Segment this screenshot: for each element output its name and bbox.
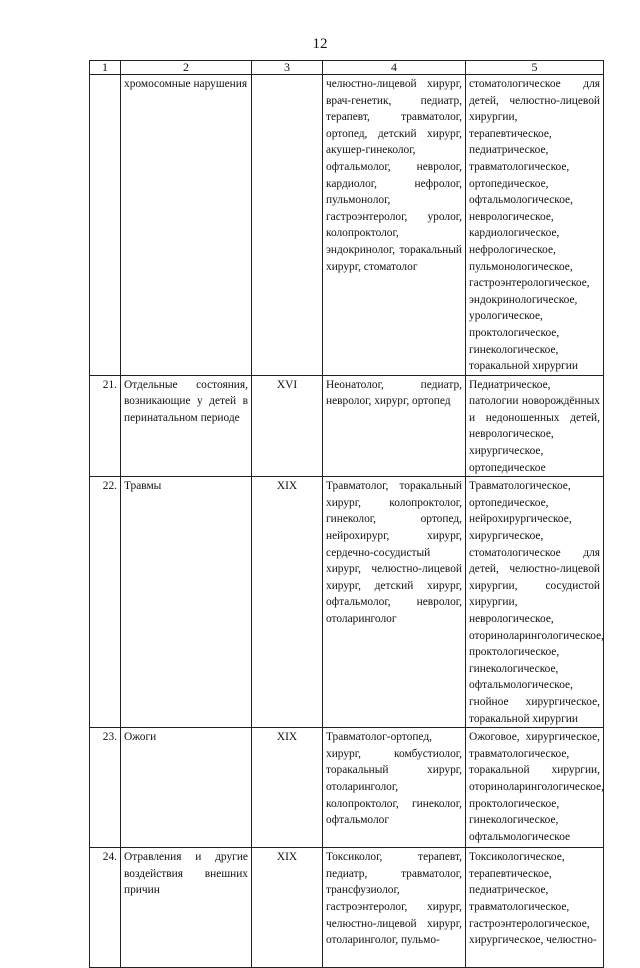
profiles-cell: Педиатрическое, патологии новорождённых и недоношенных детей, неврологическое, хирургическое, ортопедическое [466, 375, 604, 477]
icd-class-cell [252, 75, 323, 376]
condition-cell: Травмы [121, 477, 252, 728]
table-row [90, 728, 604, 848]
row-number: 22. [90, 477, 121, 728]
header-col-3: 3 [252, 61, 323, 75]
icd-class-cell: XVI [252, 375, 323, 477]
table-row [90, 477, 604, 728]
row-number: 21. [90, 375, 121, 477]
header-col-5: 5 [466, 61, 604, 75]
icd-class-cell: XIX [252, 848, 323, 968]
condition-cell: хромосомные нарушения [121, 75, 252, 376]
table-header-row [90, 61, 604, 75]
header-col-1: 1 [90, 61, 121, 75]
condition-cell: Отдельные состояния, возникающие у детей в перинатальном периоде [121, 375, 252, 477]
specialists-cell: Неонатолог, педиатр, невролог, хирург, ортопед [323, 375, 466, 477]
specialists-cell: Токсиколог, терапевт, педиатр, травматолог, трансфузиолог, гастроэнтеролог, хирург, челюстно-лицевой хирург, отоларинголог, пульмо- [323, 848, 466, 968]
specialists-table [89, 60, 604, 968]
table-row [90, 848, 604, 968]
header-col-4: 4 [323, 61, 466, 75]
icd-class-cell: XIX [252, 477, 323, 728]
header-col-2: 2 [121, 61, 252, 75]
specialists-cell: челюстно-лицевой хирург, врач-генетик, педиатр, терапевт, травматолог, ортопед, детский хирург, акушер-гинеколог, офтальмолог, невролог, кардиолог, нефролог, пульмонолог, гастроэнтеролог, уролог, колопроктолог, эндокринолог, торакальный хирург, стоматолог [323, 75, 466, 376]
icd-class-cell: XIX [252, 728, 323, 848]
profiles-cell: Токсикологическое, терапевтическое, педиатрическое, травматологическое, гастроэнтерологическое, хирургическое, челюстно- [466, 848, 604, 968]
condition-cell: Отравления и другие воздействия внешних причин [121, 848, 252, 968]
table-row [90, 375, 604, 477]
row-number: 23. [90, 728, 121, 848]
specialists-cell: Травматолог-ортопед, хирург, комбустиолог, торакальный хирург, отоларинголог, колопроктолог, гинеколог, офтальмолог [323, 728, 466, 848]
profiles-cell: Травматологическое, ортопедическое, нейрохирургическое, хирургическое, стоматологическое для детей, челюстно-лицевой хирургии, сосудистой хирургии, неврологическое, оториноларингологическое, проктологическое, гинекологическое, офтальмологическое, гнойное хирургическое, торакальной хирургии [466, 477, 604, 728]
row-number [90, 75, 121, 376]
condition-cell: Ожоги [121, 728, 252, 848]
profiles-cell: стоматологическое для детей, челюстно-лицевой хирургии, терапевтическое, педиатрическое, травматологическое, ортопедическое, офтальмологическое, неврологическое, кардиологическое, нефрологическое, пульмонологическое, гастроэнтерологическое, эндокринологическое, урологическое, проктологическое, гинекологическое, торакальной хирургии [466, 75, 604, 376]
profiles-cell: Ожоговое, хирургическое, травматологическое, торакальной хирургии, оториноларингологическое, проктологическое, гинекологическое, офтальмологическое [466, 728, 604, 848]
specialists-cell: Травматолог, торакальный хирург, колопроктолог, гинеколог, ортопед, нейрохирург, хирург, сердечно-сосудистый хирург, челюстно-лицевой хирург, детский хирург, офтальмолог, невролог, отоларинголог [323, 477, 466, 728]
page-number: 12 [312, 36, 328, 52]
row-number: 24. [90, 848, 121, 968]
table-row [90, 75, 604, 376]
